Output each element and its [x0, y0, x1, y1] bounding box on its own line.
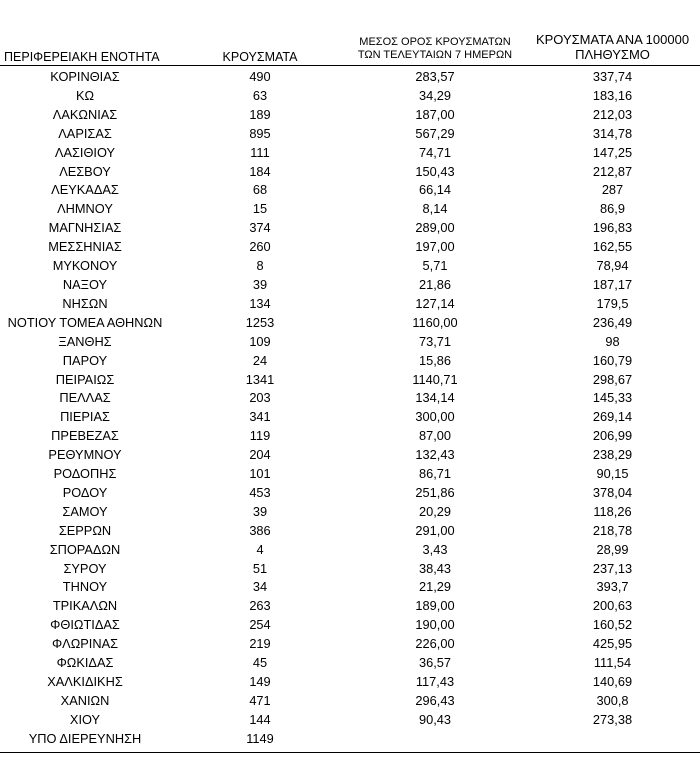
header-region [4, 50, 174, 64]
header-cases-per-100k-line2: ΠΛΗΘΥΣΜΟ [575, 47, 650, 62]
table-row [0, 407, 700, 426]
cell-cases: 4 [256, 541, 264, 557]
cell-cases: 101 [249, 466, 271, 482]
header-7day-average-line2: ΤΩΝ ΤΕΛΕΥΤΑΙΩΝ 7 ΗΜΕΡΩΝ [357, 49, 513, 61]
cell-per-100k: 118,26 [593, 503, 632, 519]
cell-per-100k: 160,79 [592, 352, 633, 368]
table-row [0, 105, 700, 124]
cell-7day-average: 66,14 [418, 182, 452, 198]
cell-per-100k: 425,95 [592, 636, 633, 652]
cell-7day-average: 86,71 [418, 466, 452, 482]
table-row [0, 256, 700, 275]
table-row [0, 445, 700, 464]
cell-per-100k: 111,54 [593, 655, 632, 671]
cell-per-100k: 218,78 [592, 522, 633, 538]
table-row [0, 426, 700, 445]
header-region-text: ΠΕΡΙΦΕΡΕΙΑΚΗ ΕΝΟΤΗΤΑ [4, 50, 160, 64]
table-row [0, 237, 700, 256]
table-row [0, 502, 700, 521]
cell-cases: 51 [252, 560, 268, 576]
table-row [0, 559, 700, 578]
table-row [0, 577, 700, 596]
cell-per-100k: 269,14 [592, 409, 633, 425]
table-row [0, 691, 700, 710]
cell-7day-average: 187,00 [415, 106, 455, 122]
cell-region: ΤΗΝΟΥ [62, 579, 108, 595]
cell-7day-average: 189,00 [415, 598, 455, 614]
cell-7day-average: 296,43 [415, 692, 455, 708]
cell-region: ΧΑΛΚΙΔΙΚΗΣ [47, 674, 123, 689]
cell-region: ΠΙΕΡΙΑΣ [60, 409, 110, 425]
cell-cases: 203 [249, 390, 271, 406]
cell-cases: 204 [249, 447, 271, 463]
table-row [0, 540, 700, 559]
cell-cases: 453 [249, 484, 271, 500]
cell-cases: 374 [249, 220, 271, 236]
cell-region: ΥΠΟ ΔΙΕΡΕΥΝΗΣΗ [28, 730, 142, 746]
cell-7day-average: 3,43 [422, 541, 448, 557]
cell-per-100k: 314,78 [592, 125, 633, 141]
cell-cases: 149 [249, 674, 271, 689]
cell-cases: 189 [249, 106, 271, 122]
cell-region: ΤΡΙΚΑΛΩΝ [52, 598, 118, 614]
header-cases [200, 50, 320, 64]
table-bottom-border [0, 752, 700, 753]
cell-region: ΣΥΡΟΥ [63, 560, 107, 576]
cell-region: ΛΑΣΙΘΙΟΥ [54, 144, 116, 160]
cell-per-100k: 90,15 [596, 466, 629, 482]
cell-per-100k: 273,38 [592, 711, 633, 727]
cell-7day-average: 300,00 [415, 409, 455, 425]
cell-cases: 1341 [245, 371, 275, 387]
cell-per-100k: 78,94 [596, 258, 629, 274]
table-row [0, 294, 700, 313]
header-7day-average [350, 36, 520, 62]
table-row [0, 351, 700, 370]
cell-7day-average: 150,43 [415, 163, 455, 179]
cell-cases: 386 [249, 522, 271, 538]
table-row [0, 180, 700, 199]
cell-cases: 24 [252, 352, 268, 368]
cell-cases: 39 [252, 503, 268, 519]
cell-7day-average: 87,00 [418, 428, 452, 444]
cell-region: ΧΑΝΙΩΝ [60, 692, 110, 708]
cell-per-100k: 98 [605, 333, 620, 349]
cell-cases: 1149 [246, 730, 274, 746]
cell-region: ΠΑΡΟΥ [62, 352, 108, 368]
cell-per-100k: 337,74 [592, 69, 633, 84]
cell-7day-average: 20,29 [418, 503, 452, 519]
cell-region: ΝΗΣΩΝ [62, 295, 108, 311]
cell-region: ΞΑΝΘΗΣ [58, 333, 112, 349]
table-row [0, 332, 700, 351]
cell-cases: 471 [249, 692, 271, 708]
cell-region: ΣΠΟΡΑΔΩΝ [49, 541, 121, 557]
table-row [0, 464, 700, 483]
cell-per-100k: 212,03 [592, 106, 633, 122]
table-row [0, 521, 700, 540]
cell-region: ΡΕΘΥΜΝΟΥ [48, 447, 122, 463]
cell-region: ΛΕΥΚΑΔΑΣ [51, 182, 119, 198]
cell-7day-average: 36,57 [418, 655, 452, 671]
cell-region: ΦΩΚΙΔΑΣ [56, 655, 114, 671]
cell-7day-average: 15,86 [418, 352, 452, 368]
cell-region: ΛΑΡΙΣΑΣ [58, 125, 112, 141]
cell-7day-average: 127,14 [415, 295, 455, 311]
cell-7day-average: 1140,71 [412, 371, 458, 387]
cell-7day-average: 567,29 [415, 125, 455, 141]
cell-per-100k: 147,25 [592, 144, 633, 160]
cell-7day-average: 190,00 [415, 617, 455, 633]
cell-region: ΡΟΔΟΠΗΣ [53, 466, 117, 482]
cell-per-100k: 206,99 [592, 428, 633, 444]
cell-per-100k: 162,55 [592, 239, 633, 255]
cell-region: ΠΡΕΒΕΖΑΣ [51, 428, 119, 444]
cell-7day-average: 251,86 [415, 484, 455, 500]
table-row [0, 124, 700, 143]
cell-per-100k: 179,5 [596, 295, 629, 311]
cell-7day-average: 5,71 [422, 258, 448, 274]
table-row [0, 710, 700, 729]
table-row [0, 634, 700, 653]
cell-region: ΛΕΣΒΟΥ [59, 163, 111, 179]
cell-cases: 184 [249, 163, 271, 179]
cell-per-100k: 298,67 [592, 371, 633, 387]
cell-region: ΦΘΙΩΤΙΔΑΣ [50, 617, 120, 633]
cell-7day-average: 117,43 [415, 674, 455, 689]
table-row [0, 86, 700, 105]
cell-cases: 45 [252, 655, 268, 671]
cell-per-100k: 287 [601, 182, 624, 198]
cell-per-100k: 237,13 [592, 560, 633, 576]
cell-7day-average: 132,43 [415, 447, 455, 463]
table-row [0, 218, 700, 237]
cell-region: ΜΑΓΝΗΣΙΑΣ [48, 220, 122, 236]
cell-cases: 263 [249, 598, 271, 614]
cell-region: ΚΟΡΙΝΘΙΑΣ [50, 69, 120, 84]
table-row [0, 729, 700, 748]
table-row [0, 672, 700, 691]
cell-cases: 134 [249, 295, 271, 311]
cell-cases: 68 [252, 182, 268, 198]
cell-per-100k: 212,87 [592, 163, 633, 179]
cell-cases: 109 [249, 333, 271, 349]
cell-cases: 119 [249, 428, 271, 444]
cell-per-100k: 86,9 [600, 201, 625, 217]
cell-per-100k: 200,63 [592, 598, 633, 614]
cell-cases: 8 [256, 258, 264, 274]
cell-region: ΚΩ [75, 87, 95, 103]
cell-per-100k: 236,49 [592, 314, 633, 330]
cell-7day-average: 291,00 [415, 522, 455, 538]
cell-cases: 63 [252, 87, 268, 103]
cell-per-100k: 238,29 [592, 447, 633, 463]
cell-region: ΝΑΞΟΥ [62, 276, 108, 292]
table-row [0, 370, 700, 389]
table-row [0, 388, 700, 407]
cell-region: ΠΕΛΛΑΣ [59, 390, 111, 406]
cell-7day-average: 289,00 [415, 220, 455, 236]
cell-cases: 144 [249, 711, 271, 727]
cell-per-100k: 145,33 [592, 390, 633, 406]
cell-cases: 34 [252, 579, 268, 595]
cell-7day-average: 21,86 [418, 276, 452, 292]
cell-per-100k: 378,04 [592, 484, 633, 500]
cell-cases: 1253 [245, 314, 275, 330]
table-row [0, 483, 700, 502]
cell-7day-average: 38,43 [418, 560, 452, 576]
table-row [0, 313, 700, 332]
cell-7day-average: 1160,00 [412, 314, 458, 330]
cell-region: ΜΕΣΣΗΝΙΑΣ [48, 239, 122, 255]
cell-per-100k: 393,7 [596, 579, 629, 595]
cell-region: ΠΕΙΡΑΙΩΣ [55, 371, 115, 387]
cell-per-100k: 183,16 [592, 87, 633, 103]
cell-cases: 219 [249, 636, 271, 652]
cell-7day-average: 34,29 [418, 87, 452, 103]
cell-region: ΛΗΜΝΟΥ [57, 201, 113, 217]
cell-per-100k: 160,52 [592, 617, 633, 633]
table-row [0, 615, 700, 634]
table-row [0, 162, 700, 181]
table-row [0, 596, 700, 615]
cell-7day-average: 74,71 [418, 144, 452, 160]
cell-cases: 895 [249, 125, 271, 141]
table-row [0, 143, 700, 162]
cell-cases: 254 [249, 617, 271, 633]
cell-region: ΜΥΚΟΝΟΥ [52, 258, 118, 274]
cell-per-100k: 187,17 [592, 276, 633, 292]
cell-region: ΡΟΔΟΥ [62, 484, 108, 500]
cell-7day-average: 73,71 [418, 333, 452, 349]
cell-7day-average: 8,14 [422, 201, 448, 217]
cell-7day-average: 197,00 [415, 239, 455, 255]
cell-cases: 111 [250, 144, 270, 160]
table-row [0, 653, 700, 672]
cell-cases: 490 [249, 69, 271, 84]
cell-region: ΣΑΜΟΥ [62, 503, 108, 519]
cell-per-100k: 300,8 [596, 692, 629, 708]
cell-7day-average: 283,57 [415, 69, 455, 84]
cell-7day-average: 21,29 [418, 579, 452, 595]
table-body [0, 67, 700, 748]
header-cases-text: ΚΡΟΥΣΜΑΤΑ [222, 50, 298, 64]
cell-7day-average: 226,00 [415, 636, 455, 652]
cell-cases: 15 [252, 201, 268, 217]
cell-region: ΝΟΤΙΟΥ ΤΟΜΕΑ ΑΘΗΝΩΝ [7, 314, 163, 330]
header-cases-per-100k [525, 32, 700, 62]
cell-7day-average: 134,14 [415, 390, 455, 406]
cell-region: ΣΕΡΡΩΝ [58, 522, 112, 538]
cell-cases: 260 [249, 239, 271, 255]
header-divider [0, 65, 700, 66]
cell-cases: 39 [252, 276, 268, 292]
cell-per-100k: 140,69 [592, 674, 633, 689]
cell-region: ΦΛΩΡΙΝΑΣ [51, 636, 119, 652]
table-row [0, 275, 700, 294]
cell-per-100k: 196,83 [592, 220, 633, 236]
header-cases-per-100k-line1: ΚΡΟΥΣΜΑΤΑ ΑΝΑ 100000 [535, 32, 690, 47]
cell-region: ΧΙΟΥ [69, 711, 101, 727]
cell-per-100k: 28,99 [596, 541, 629, 557]
table-row [0, 67, 700, 86]
cell-region: ΛΑΚΩΝΙΑΣ [52, 106, 118, 122]
header-7day-average-line1: ΜΕΣΟΣ ΟΡΟΣ ΚΡΟΥΣΜΑΤΩΝ [359, 36, 511, 48]
cell-cases: 341 [249, 409, 271, 425]
table-row [0, 199, 700, 218]
cell-7day-average: 90,43 [418, 711, 452, 727]
